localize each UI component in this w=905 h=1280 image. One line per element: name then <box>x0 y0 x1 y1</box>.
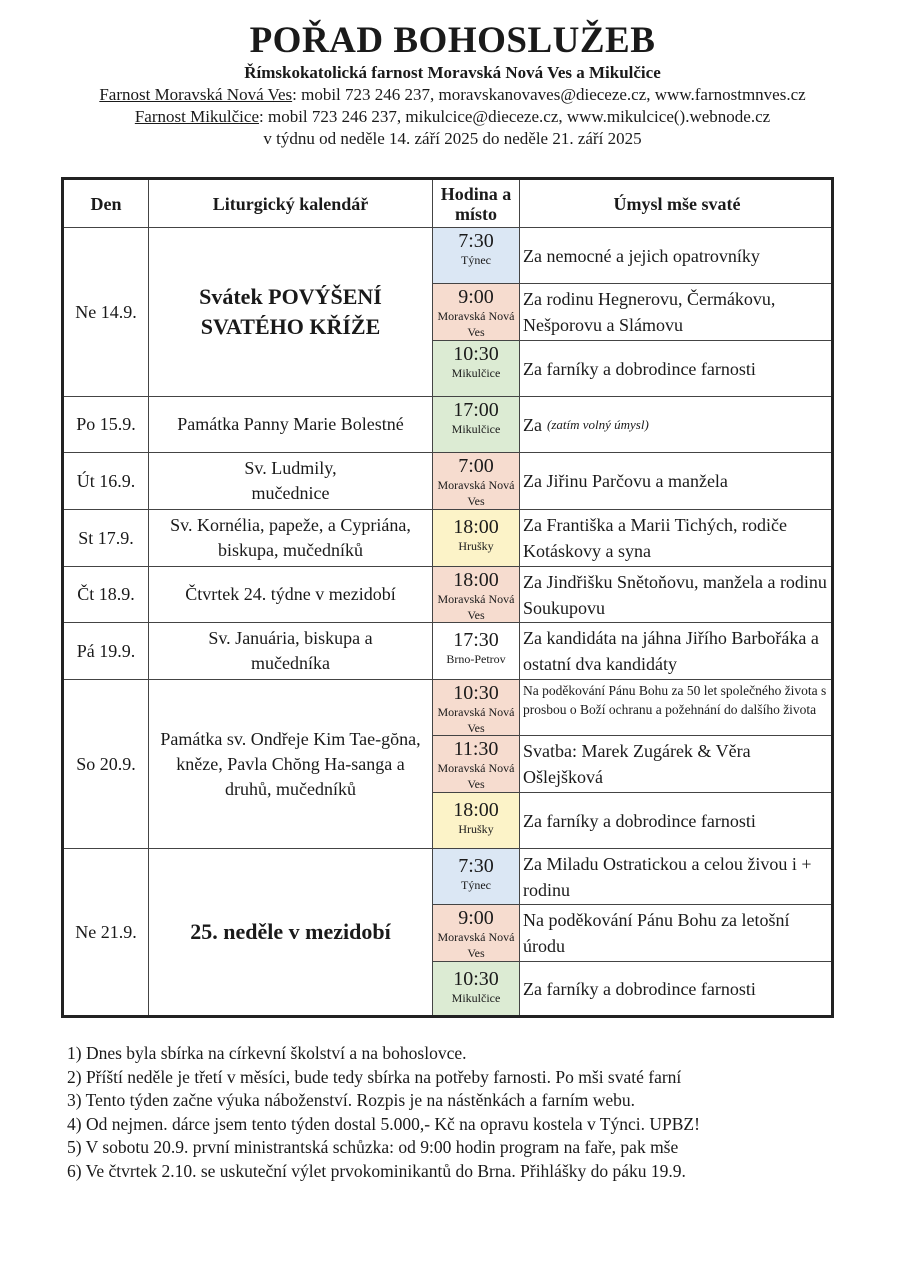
mass-time: 7:00 <box>458 455 494 477</box>
contact-text-mnv: : mobil 723 246 237, moravskanovaves@dieceze.cz, www.farnostmnves.cz <box>292 85 806 104</box>
mass-time-cell <box>433 905 520 962</box>
announcement-item: 4) Od nejmen. dárce jsem tento týden dostal 5.000,- Kč na opravu kostela v Týnci. UPBZ! <box>67 1113 700 1134</box>
mass-intention: Za farníky a dobrodince farnosti <box>520 341 831 397</box>
mass-time-cell <box>433 680 520 736</box>
mass-time-cell <box>433 793 520 849</box>
announcement-item: 5) V sobotu 20.9. první ministrantská schůzka: od 9:00 hodin program na faře, pak mše <box>67 1137 679 1157</box>
mass-intention: Za farníky a dobrodince farnosti <box>520 793 831 849</box>
mass-intention: Za Františka a Marii Tichých, rodiče Kotáskovy a syna <box>520 510 831 567</box>
mass-place: Moravská Nová Ves <box>437 478 515 508</box>
mass-time-cell <box>433 567 520 623</box>
calendar-cell: Památka Panny Marie Bolestné <box>149 397 433 453</box>
mass-intention: Za kandidáta na jáhna Jiřího Barbořáka a ostatní dva kandidáty <box>520 623 831 680</box>
mass-time: 18:00 <box>453 569 499 591</box>
mass-intention: Za nemocné a jejich opatrovníky <box>520 228 831 284</box>
mass-intention: Na poděkování Pánu Bohu za 50 let společného života s prosbou o Boží ochranu a požehnání do dalšího života <box>520 680 831 736</box>
day-cell: Pá 19.9. <box>64 623 149 680</box>
mass-time: 10:30 <box>453 343 499 365</box>
mass-place: Mikulčice <box>451 422 501 436</box>
day-cell: So 20.9. <box>64 680 149 849</box>
contact-line-mikulcice <box>0 106 905 128</box>
calendar-cell: Svátek POVÝŠENÍ SVATÉHO KŘÍŽE <box>149 228 433 397</box>
mass-intention: Za <box>523 414 542 435</box>
announcement-item: 1) Dnes byla sbírka na církevní školství a na bohoslovce. <box>67 1043 467 1063</box>
mass-place: Týnec <box>461 878 491 892</box>
calendar-cell: 25. neděle v mezidobí <box>149 849 433 1015</box>
mass-time-cell <box>433 341 520 397</box>
mass-place: Týnec <box>461 253 491 267</box>
announcement-item: 2) Příští neděle je třetí v měsíci, bude tedy sbírka na potřeby farnosti. Po mši svaté farní <box>67 1066 682 1087</box>
mass-place: Moravská Nová Ves <box>437 592 515 622</box>
mass-intention: Za Jindřišku Snětoňovu, manžela a rodinu Soukupovu <box>520 567 831 623</box>
mass-time: 11:30 <box>453 738 499 760</box>
calendar-cell: Sv. Ludmily, mučednice <box>149 453 433 510</box>
mass-time: 7:30 <box>458 855 494 877</box>
contact-label-mikulcice: Farnost Mikulčice <box>134 107 259 126</box>
day-cell: St 17.9. <box>64 510 149 567</box>
mass-time-cell <box>433 849 520 905</box>
header-intention: Úmysl mše svaté <box>520 180 831 228</box>
mass-intention: Za rodinu Hegnerovu, Čermákovu, Nešporovu a Slámovu <box>520 284 831 341</box>
mass-time-cell <box>433 510 520 567</box>
mass-intention: Za farníky a dobrodince farnosti <box>523 978 756 999</box>
mass-time-cell <box>433 453 520 510</box>
mass-place: Moravská Nová Ves <box>437 930 515 960</box>
mass-place: Brno-Petrov <box>446 652 506 666</box>
announcements <box>67 1042 887 1183</box>
mass-place: Moravská Nová Ves <box>437 705 515 735</box>
calendar-cell: Čtvrtek 24. týdne v mezidobí <box>149 567 433 623</box>
header-day: Den <box>64 180 149 228</box>
mass-time: 18:00 <box>453 516 499 538</box>
week-range: v týdnu od neděle 14. září 2025 do neděle 21. září 2025 <box>263 129 642 148</box>
day-cell: Čt 18.9. <box>64 567 149 623</box>
day-cell: Ne 21.9. <box>64 849 149 1015</box>
contact-label-mnv: Farnost Moravská Nová Ves <box>99 85 293 104</box>
mass-time: 9:00 <box>458 286 494 308</box>
mass-place: Mikulčice <box>451 366 501 380</box>
mass-place: Hrušky <box>458 822 494 836</box>
mass-intention: Za Jiřinu Parčovu a manžela <box>520 453 831 510</box>
calendar-cell: Památka sv. Ondřeje Kim Tae-gŏna, kněze, Pavla Chŏng Ha-sanga a druhů, mučedníků <box>149 680 433 849</box>
mass-place: Moravská Nová Ves <box>437 761 515 791</box>
mass-intention: Na poděkování Pánu Bohu za letošní úrodu <box>520 905 831 962</box>
mass-time: 17:30 <box>453 629 499 651</box>
mass-time: 17:00 <box>453 399 499 421</box>
day-cell: Ne 14.9. <box>64 228 149 397</box>
contact-line-mnv <box>0 84 905 106</box>
bulletin-header <box>0 20 905 150</box>
day-cell: Út 16.9. <box>64 453 149 510</box>
mass-intention: Za Miladu Ostratickou a celou živou i + rodinu <box>520 849 831 905</box>
mass-time-cell <box>433 228 520 284</box>
mass-time: 10:30 <box>453 968 499 990</box>
calendar-cell: Sv. Kornélia, papeže, a Cypriána, biskupa, mučedníků <box>149 510 433 567</box>
mass-intention-cell <box>520 397 831 453</box>
mass-time: 10:30 <box>453 682 499 704</box>
intention-note: (zatím volný úmysl) <box>546 416 649 432</box>
mass-time: 9:00 <box>458 907 494 929</box>
mass-time: 18:00 <box>453 799 499 821</box>
mass-time-cell <box>433 284 520 341</box>
announcement-item: 6) Ve čtvrtek 2.10. se uskuteční výlet prvokominikantů do Brna. Přihlášky do páku 19.9. <box>67 1160 686 1181</box>
day-cell: Po 15.9. <box>64 397 149 453</box>
page-title: POŘAD BOHOSLUŽEB <box>249 20 656 61</box>
calendar-cell: Sv. Januária, biskupa a mučedníka <box>149 623 433 680</box>
header-time: Hodina a místo <box>433 180 520 228</box>
announcement-item: 3) Tento týden začne výuka náboženství. Rozpis je na nástěnkách a farním webu. <box>67 1090 635 1110</box>
mass-time-cell <box>433 736 520 793</box>
contact-text-mikulcice: : mobil 723 246 237, mikulcice@dieceze.cz, www.mikulcice().webnode.cz <box>259 107 771 126</box>
parish-name: Římskokatolická farnost Moravská Nová Ves a Mikulčice <box>244 63 661 82</box>
mass-place: Hrušky <box>458 539 494 553</box>
mass-time-cell <box>433 623 520 680</box>
mass-place: Mikulčice <box>451 991 501 1005</box>
header-calendar: Liturgický kalendář <box>149 180 433 228</box>
mass-place: Moravská Nová Ves <box>437 309 515 339</box>
mass-time-cell <box>433 397 520 453</box>
mass-schedule-table <box>61 177 834 1018</box>
mass-time: 7:30 <box>458 230 494 252</box>
mass-intention: Svatba: Marek Zugárek & Věra Ošlejšková <box>520 736 831 793</box>
mass-time-cell <box>433 962 520 1015</box>
